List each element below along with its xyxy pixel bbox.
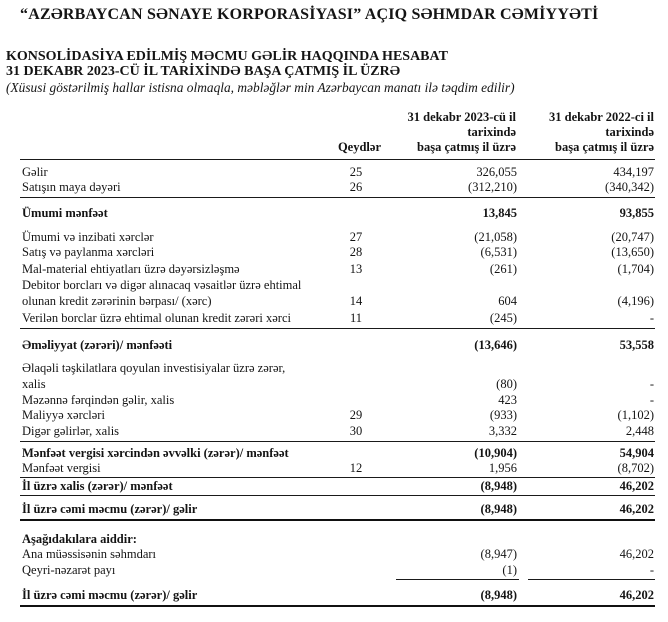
table-row [0, 165, 668, 179]
row-label: Mənfəət vergisi xərcindən əvvəlki (zərər)/ mənfəət [22, 446, 289, 460]
row-value-2023: (8,948) [480, 588, 517, 602]
row-note: 30 [349, 424, 363, 438]
table-row-subtotal [0, 338, 668, 352]
value-divider-2023 [396, 579, 519, 580]
row-value-2023: (8,948) [480, 479, 517, 493]
row-divider [20, 197, 655, 198]
row-note: 12 [349, 461, 363, 475]
row-value-2022: 54,904 [619, 446, 654, 460]
row-value-2023: (21,058) [474, 230, 517, 244]
row-label: Məzənnə fərqindən gəlir, xalis [22, 393, 175, 407]
row-value-2023: (1) [502, 563, 517, 577]
row-divider [20, 441, 655, 442]
row-value-2023: 326,055 [476, 165, 517, 179]
row-divider [20, 328, 655, 329]
row-value-2023: (933) [489, 408, 517, 422]
row-value-2023: (10,904) [474, 446, 517, 460]
report-title: KONSOLİDASİYA EDİLMİŞ MƏCMU GƏLİR HAQQINDA HESABAT [6, 49, 448, 64]
row-note: 26 [349, 180, 363, 194]
row-label: Digər gəlirlər, xalis [22, 424, 120, 438]
row-value-2023: 1,956 [488, 461, 517, 475]
row-note: 11 [349, 311, 363, 325]
row-value-2022: 2,448 [625, 424, 654, 438]
row-label: İl üzrə xalis (zərər)/ mənfəət [22, 479, 173, 493]
table-row [0, 311, 668, 325]
row-note: 13 [349, 262, 363, 276]
column-header-2022-line: başa çatmış il üzrə [555, 140, 654, 154]
table-row-section [0, 532, 668, 546]
row-value-2022: (20,747) [611, 230, 654, 244]
column-header-2023-line: 31 dekabr 2023-cü il [407, 110, 516, 124]
column-header-2022 [522, 110, 654, 155]
row-note: 27 [349, 230, 363, 244]
table-row-subtotal [0, 446, 668, 460]
row-value-2022: (340,342) [605, 180, 654, 194]
row-label: Ümumi mənfəət [22, 206, 108, 220]
column-header-2022-line: tarixində [605, 125, 654, 139]
row-value-2022: - [649, 563, 654, 577]
table-row-total [0, 502, 668, 516]
row-label: xalis [22, 377, 46, 391]
row-value-2023: (13,646) [474, 338, 517, 352]
row-note: 14 [349, 294, 363, 308]
row-label: Gəlir [22, 165, 48, 179]
row-value-2022: (1,704) [617, 262, 654, 276]
row-value-2022: - [649, 311, 654, 325]
row-label: Mal-material ehtiyatları üzrə dəyərsizləşmə [22, 262, 240, 276]
total-divider [20, 519, 655, 521]
table-row [0, 424, 668, 438]
row-label: İl üzrə cəmi məcmu (zərər)/ gəlir [22, 588, 198, 602]
table-row [0, 377, 668, 391]
table-row [0, 461, 668, 475]
row-label: İl üzrə cəmi məcmu (zərər)/ gəlir [22, 502, 198, 516]
row-label: Debitor borcları və digər alınacaq vəsaitlər üzrə ehtimal [22, 278, 302, 292]
row-value-2022: 46,202 [619, 502, 654, 516]
row-label: Verilən borclar üzrə ehtimal olunan kredit zərəri xərci [22, 311, 291, 325]
row-value-2023: (261) [489, 262, 517, 276]
table-row [0, 393, 668, 407]
row-value-2022: 93,855 [619, 206, 654, 220]
table-row-subtotal [0, 479, 668, 493]
row-value-2023: (312,210) [468, 180, 517, 194]
row-value-2022: 46,202 [619, 588, 654, 602]
column-header-notes: Qeydlər [337, 140, 381, 154]
row-value-2023: (6,531) [480, 245, 517, 259]
row-label: olunan kredit zərərinin bərpası/ (xərc) [22, 294, 212, 308]
value-divider-2022 [528, 579, 655, 580]
report-period: 31 DEKABR 2023-CÜ İL TARİXİNDƏ BAŞA ÇATMIŞ İL ÜZRƏ [6, 64, 401, 79]
row-label: Satış və paylanma xərcləri [22, 245, 155, 259]
column-header-2023-line: başa çatmış il üzrə [417, 140, 516, 154]
row-value-2023: (8,947) [480, 547, 517, 561]
row-value-2023: 13,845 [482, 206, 517, 220]
row-divider [20, 495, 655, 496]
company-title: “AZƏRBAYCAN SƏNAYE KORPORASİYASI” AÇIQ SƏHMDAR CƏMİYYƏTİ [20, 6, 599, 23]
row-value-2023: (8,948) [480, 502, 517, 516]
row-note: 28 [349, 245, 363, 259]
row-label: Mənfəət vergisi [22, 461, 101, 475]
row-value-2023: (245) [489, 311, 517, 325]
table-row [0, 278, 668, 292]
table-row [0, 563, 668, 577]
row-label: Qeyri-nəzarət payı [22, 563, 116, 577]
table-row [0, 245, 668, 259]
currency-note: (Xüsusi göstərilmiş hallar istisna olmaqla, məbləğlər min Azərbaycan manatı ilə təqdim edilir) [6, 80, 515, 95]
table-row [0, 294, 668, 308]
row-value-2022: (1,102) [617, 408, 654, 422]
row-note: 25 [349, 165, 363, 179]
row-label: Maliyyə xərcləri [22, 408, 105, 422]
column-header-2023 [392, 110, 516, 155]
row-value-2022: 46,202 [619, 547, 654, 561]
row-value-2022: (4,196) [617, 294, 654, 308]
row-value-2022: 434,197 [613, 165, 654, 179]
row-value-2022: - [649, 393, 654, 407]
row-value-2023: 423 [498, 393, 517, 407]
table-row-subtotal [0, 206, 668, 220]
row-value-2023: (80) [496, 377, 517, 391]
row-label: Satışın maya dəyəri [22, 180, 121, 194]
row-value-2022: 46,202 [619, 479, 654, 493]
total-divider [20, 605, 655, 607]
row-value-2022: 53,558 [619, 338, 654, 352]
row-value-2022: (13,650) [611, 245, 654, 259]
column-header-2022-line: 31 dekabr 2022-ci il [549, 110, 654, 124]
table-row [0, 230, 668, 244]
column-header-2023-line: tarixində [467, 125, 516, 139]
table-row [0, 547, 668, 561]
row-label: Aşağıdakılara aiddir: [22, 532, 137, 546]
row-value-2022: - [649, 377, 654, 391]
table-row [0, 361, 668, 375]
row-value-2022: (8,702) [617, 461, 654, 475]
table-row [0, 408, 668, 422]
table-row [0, 262, 668, 276]
row-label: Ana müəssisənin səhmdarı [22, 547, 157, 561]
header-divider [20, 159, 655, 160]
row-value-2023: 3,332 [488, 424, 517, 438]
row-label: Əlaqəli təşkilatlara qoyulan investisiyalar üzrə zərər, [22, 361, 286, 375]
row-divider [20, 477, 655, 478]
row-value-2023: 604 [498, 294, 517, 308]
row-label: Ümumi və inzibati xərclər [22, 230, 154, 244]
row-label: Əməliyyat (zərəri)/ mənfəəti [22, 338, 173, 352]
table-row-total [0, 588, 668, 602]
row-note: 29 [349, 408, 363, 422]
table-row [0, 180, 668, 194]
